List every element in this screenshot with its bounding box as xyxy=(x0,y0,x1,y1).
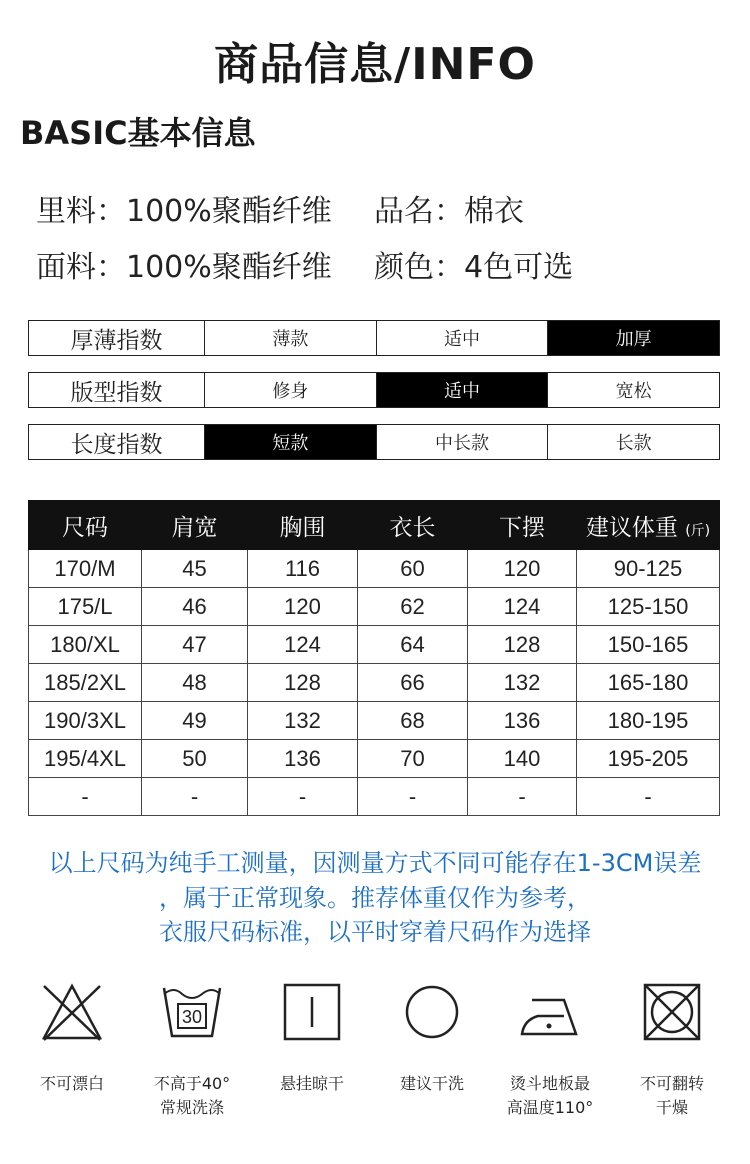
table-cell: 195/4XL xyxy=(29,740,142,778)
index-option: 中长款 xyxy=(377,425,549,459)
size-note-3: 衣服尺码标准，以平时穿着尺码作为选择 xyxy=(159,918,591,946)
table-cell: - xyxy=(358,778,468,816)
size-table-header xyxy=(29,501,720,550)
index-option: 短款 xyxy=(205,425,377,459)
hang-dry-icon xyxy=(280,980,344,1044)
header-chest: 胸围 xyxy=(248,501,358,550)
care-item-hang-dry xyxy=(252,980,372,1096)
header-hem: 下摆 xyxy=(468,501,577,550)
table-cell: 180-195 xyxy=(577,702,720,740)
table-cell: 62 xyxy=(358,588,468,626)
header-length: 衣长 xyxy=(358,501,468,550)
table-cell: 128 xyxy=(468,626,577,664)
table-cell: 136 xyxy=(468,702,577,740)
table-cell: - xyxy=(29,778,142,816)
table-cell: - xyxy=(248,778,358,816)
table-row xyxy=(29,550,720,588)
care-item-no-bleach xyxy=(12,980,132,1096)
table-cell: 185/2XL xyxy=(29,664,142,702)
table-row xyxy=(29,626,720,664)
table-cell: 132 xyxy=(468,664,577,702)
care-label-no-bleach: 不可漂白 xyxy=(39,1074,104,1093)
table-cell: 125-150 xyxy=(577,588,720,626)
table-cell: 132 xyxy=(248,702,358,740)
header-shoulder: 肩宽 xyxy=(142,501,248,550)
table-cell: 128 xyxy=(248,664,358,702)
table-cell: 116 xyxy=(248,550,358,588)
section-title: BASIC基本信息 xyxy=(20,114,256,152)
product-name-info: 品名：棉衣 xyxy=(374,194,524,229)
table-row xyxy=(29,778,720,816)
index-label: 长度指数 xyxy=(29,425,205,459)
table-cell: 68 xyxy=(358,702,468,740)
care-label-hang-dry: 悬挂晾干 xyxy=(279,1074,344,1093)
weight-unit: (斤) xyxy=(685,522,711,539)
care-label-iron: 烫斗地板最 高温度110° xyxy=(506,1074,594,1117)
table-cell: 48 xyxy=(142,664,248,702)
care-item-dry-clean xyxy=(372,980,492,1096)
index-row xyxy=(28,320,720,356)
care-label-no-tumble-dry: 不可翻转 干燥 xyxy=(639,1074,704,1117)
dry-clean-icon xyxy=(400,980,464,1044)
index-option: 适中 xyxy=(377,321,549,355)
no-tumble-dry-icon xyxy=(640,980,704,1044)
care-label-wash: 不高于40° 常规洗涤 xyxy=(153,1074,231,1117)
color-info: 颜色：4色可选 xyxy=(374,250,574,285)
size-note-1: 以上尺码为纯手工测量，因测量方式不同可能存在1-3CM误差 xyxy=(48,849,702,877)
table-cell: 150-165 xyxy=(577,626,720,664)
care-label-dry-clean: 建议干洗 xyxy=(399,1074,464,1093)
header-size: 尺码 xyxy=(29,501,142,550)
no-bleach-icon xyxy=(40,980,104,1044)
fabric-info: 面料：100%聚酯纤维 xyxy=(36,250,332,285)
table-cell: 47 xyxy=(142,626,248,664)
table-cell: 190/3XL xyxy=(29,702,142,740)
wash-temp: 30 xyxy=(181,1007,203,1027)
table-cell: 170/M xyxy=(29,550,142,588)
index-option: 适中 xyxy=(377,373,549,407)
header-weight xyxy=(577,501,720,550)
table-cell: 64 xyxy=(358,626,468,664)
lining-info: 里料：100%聚酯纤维 xyxy=(36,194,332,229)
table-cell: 46 xyxy=(142,588,248,626)
care-item-wash xyxy=(132,980,252,1120)
page-title: 商品信息/INFO xyxy=(214,39,536,90)
table-cell: - xyxy=(468,778,577,816)
table-row xyxy=(29,702,720,740)
size-table xyxy=(28,500,720,816)
table-cell: 124 xyxy=(248,626,358,664)
index-option: 长款 xyxy=(615,433,652,454)
info-line-1 xyxy=(36,186,524,230)
iron-icon xyxy=(518,980,582,1044)
index-option: 修身 xyxy=(205,373,377,407)
index-option: 薄款 xyxy=(205,321,377,355)
table-cell: 120 xyxy=(468,550,577,588)
table-row xyxy=(29,740,720,778)
table-cell: - xyxy=(577,778,720,816)
table-cell: 165-180 xyxy=(577,664,720,702)
table-cell: 124 xyxy=(468,588,577,626)
header-weight-label: 建议体重 xyxy=(585,514,678,541)
info-line-2 xyxy=(36,242,573,286)
table-cell: 60 xyxy=(358,550,468,588)
table-cell: 45 xyxy=(142,550,248,588)
table-cell: 136 xyxy=(248,740,358,778)
table-row xyxy=(29,588,720,626)
table-row xyxy=(29,664,720,702)
index-label: 厚薄指数 xyxy=(29,321,205,355)
wash-30-icon xyxy=(160,980,224,1044)
table-cell: 49 xyxy=(142,702,248,740)
care-item-iron xyxy=(490,980,610,1120)
index-row xyxy=(28,372,720,408)
table-cell: 70 xyxy=(358,740,468,778)
index-row xyxy=(28,424,720,460)
table-cell: 180/XL xyxy=(29,626,142,664)
table-cell: 140 xyxy=(468,740,577,778)
index-label: 版型指数 xyxy=(29,373,205,407)
table-cell: 90-125 xyxy=(577,550,720,588)
care-item-no-tumble-dry xyxy=(612,980,732,1120)
table-cell: 120 xyxy=(248,588,358,626)
table-cell: 50 xyxy=(142,740,248,778)
table-cell: - xyxy=(142,778,248,816)
size-note-2: ，属于正常现象。推荐体重仅作为参考， xyxy=(159,884,591,912)
table-cell: 175/L xyxy=(29,588,142,626)
table-cell: 195-205 xyxy=(577,740,720,778)
index-option: 宽松 xyxy=(615,381,652,402)
table-cell: 66 xyxy=(358,664,468,702)
index-option: 加厚 xyxy=(548,321,719,355)
